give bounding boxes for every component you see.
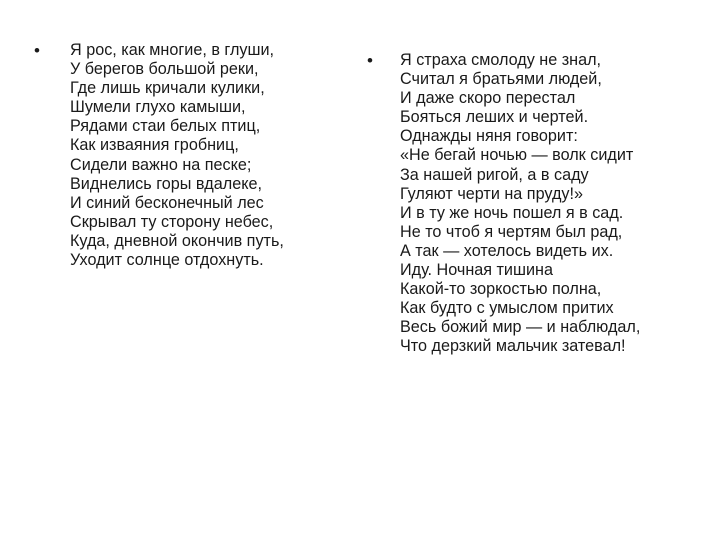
- right-stanza-lines: [400, 51, 712, 357]
- poem-line: У берегов большой реки,: [70, 60, 259, 79]
- poem-line: Я страха смолоду не знал,: [400, 51, 602, 69]
- poem-line: И даже скоро перестал: [400, 89, 576, 108]
- poem-line: Куда, дневной окончив путь,: [70, 231, 284, 250]
- poem-line: Не то чтоб я чертям был рад,: [400, 222, 623, 241]
- poem-line: Рядами стаи белых птиц,: [70, 117, 261, 136]
- left-stanza: [34, 41, 354, 270]
- poem-line: Скрывал ту сторону небес,: [70, 212, 274, 231]
- poem-line: Считал я братьями людей,: [400, 70, 602, 89]
- poem-line: Весь божий мир — и наблюдал,: [400, 318, 641, 337]
- poem-line: Гуляют черти на пруду!»: [400, 184, 583, 203]
- bullet-icon: •: [34, 41, 40, 60]
- poem-line: Шумели глухо камыши,: [70, 98, 246, 117]
- poem-line: Что дерзкий мальчик затевал!: [400, 337, 626, 356]
- poem-line: Виднелись горы вдалеке,: [70, 174, 262, 193]
- poem-line: За нашей ригой, а в саду: [400, 165, 589, 184]
- poem-line: Однажды няня говорит:: [400, 127, 578, 146]
- poem-line: А так — хотелось видеть их.: [400, 241, 614, 260]
- poem-line: Уходит солнце отдохнуть.: [70, 251, 264, 270]
- poem-line: Сидели важно на песке;: [70, 155, 252, 174]
- poem-line: Бояться леших и чертей.: [400, 108, 589, 127]
- poem-line: Где лишь кричали кулики,: [70, 79, 265, 98]
- poem-line: Я рос, как многие, в глуши,: [70, 41, 275, 59]
- poem-line: Как будто с умыслом притих: [400, 299, 614, 318]
- right-stanza: [367, 51, 712, 357]
- poem-line: Какой-то зоркостью полна,: [400, 280, 602, 299]
- poem-line: «Не бегай ночью — волк сидит: [400, 146, 634, 165]
- bullet-icon: •: [367, 51, 373, 70]
- left-stanza-lines: [70, 41, 354, 270]
- poem-line: Как изваяния гробниц,: [70, 136, 239, 155]
- poem-line: Иду. Ночная тишина: [400, 261, 553, 280]
- poem-line: И в ту же ночь пошел я в сад.: [400, 203, 624, 222]
- poem-line: И синий бесконечный лес: [70, 193, 264, 212]
